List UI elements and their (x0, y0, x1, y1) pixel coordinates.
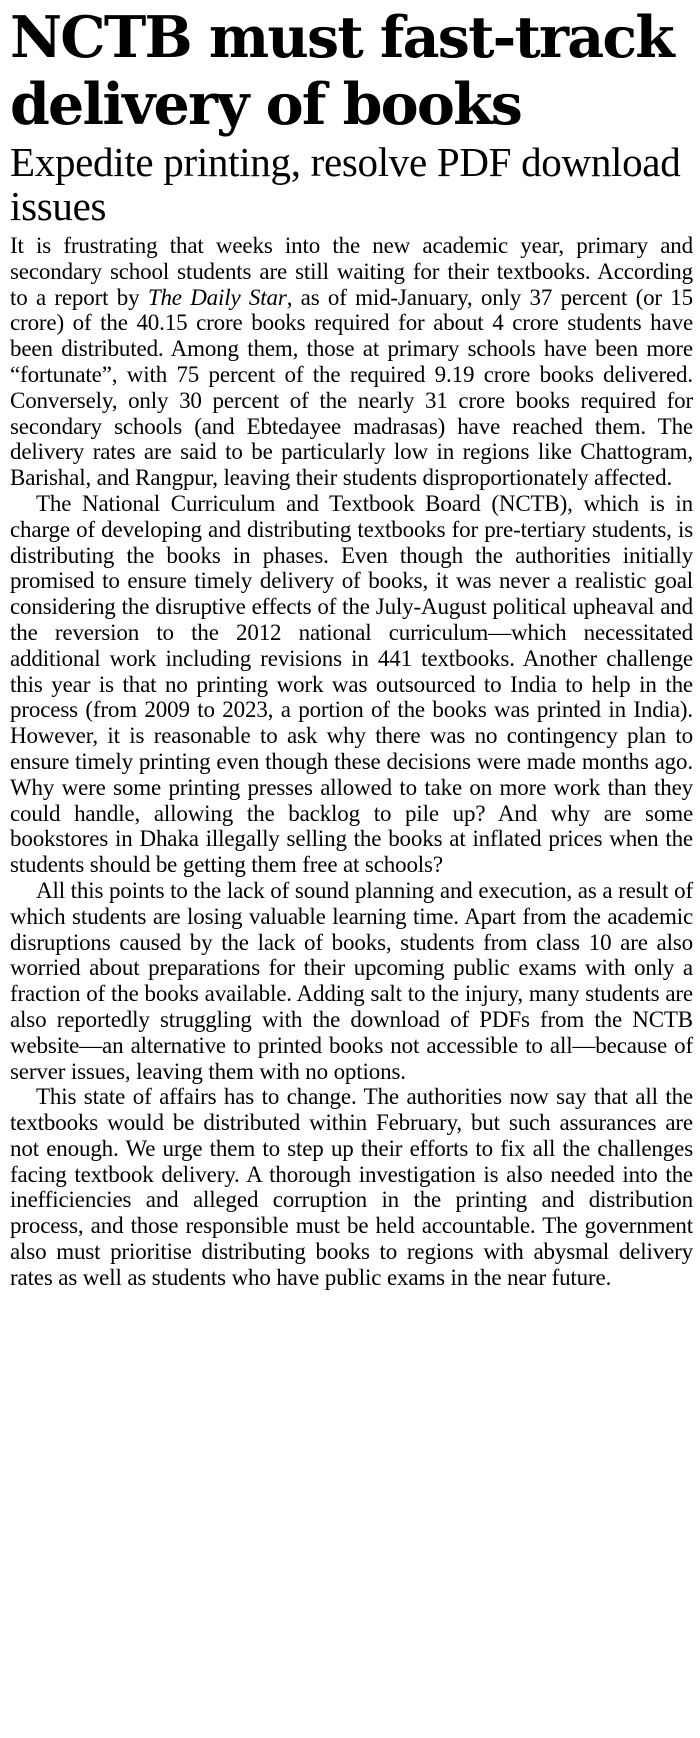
paragraph-2: The National Curriculum and Textbook Board (NCTB), which is in charge of developing and distributing textbooks for pre-tertiary students, is distributing the books in phases. Even though the authorities initially promised to ensure timely delivery of books, it was never a realistic goal considering the disruptive effects of the July-August political upheaval and the reversion to the 2012 national curriculum—which necessitated additional work including revisions in 441 textbooks. Another challenge this year is that no printing work was outsourced to India to help in the process (from 2009 to 2023, a portion of the books was printed in India). However, it is reasonable to ask why there was no contingency plan to ensure timely printing even though these decisions were made months ago. Why were some printing presses allowed to take on more work than they could handle, allowing the backlog to pile up? And why are some bookstores in Dhaka illegally selling the books at inflated prices when the students should be getting them free at schools? (10, 490, 693, 878)
subheadline: Expedite printing, resolve PDF download issues (10, 139, 681, 229)
paragraph-1 (10, 233, 693, 491)
headline: NCTB must fast-track delivery of books (10, 4, 673, 138)
paragraph-1-text-end: , as of mid-January, only 37 percent (or 15 crore) of the 40.15 crore books required for about 4 crore students have been distributed. Among them, those at primary schools have been more “fortunate”, with 75 percent of the required 9.19 crore books delivered. Conversely, only 30 percent of the nearly 31 crore books required for secondary schools (and Ebtedayee madrasas) have reached them. The delivery rates are said to be particularly low in regions like Chattogram, Barishal, and Rangpur, leaving their students disproportionately affected. (10, 284, 693, 491)
publication-name: The Daily Star (147, 284, 287, 310)
paragraph-3: All this points to the lack of sound planning and execution, as a result of which students are losing valuable learning time. Apart from the academic disruptions caused by the lack of books, students from class 10 are also worried about preparations for their upcoming public exams with only a fraction of the books available. Adding salt to the injury, many students are also reportedly struggling with the download of PDFs from the NCTB website—an alternative to printed books not accessible to all—because of server issues, leaving them with no options. (10, 877, 693, 1084)
paragraph-4: This state of affairs has to change. The authorities now say that all the textbooks would be distributed within February, but such assurances are not enough. We urge them to step up their efforts to fix all the challenges facing textbook delivery. A thorough investigation is also needed into the inefficiencies and alleged corruption in the printing and distribution process, and those responsible must be held accountable. The government also must prioritise distributing books to regions with abysmal delivery rates as well as students who have public exams in the near future. (10, 1084, 693, 1290)
editorial-article (10, 4, 693, 1291)
paragraph-1-text-start: It is frustrating that weeks into the new academic year, primary and secondary school students are still waiting for their textbooks. According to a report by (10, 233, 693, 310)
article-body (10, 233, 693, 1291)
